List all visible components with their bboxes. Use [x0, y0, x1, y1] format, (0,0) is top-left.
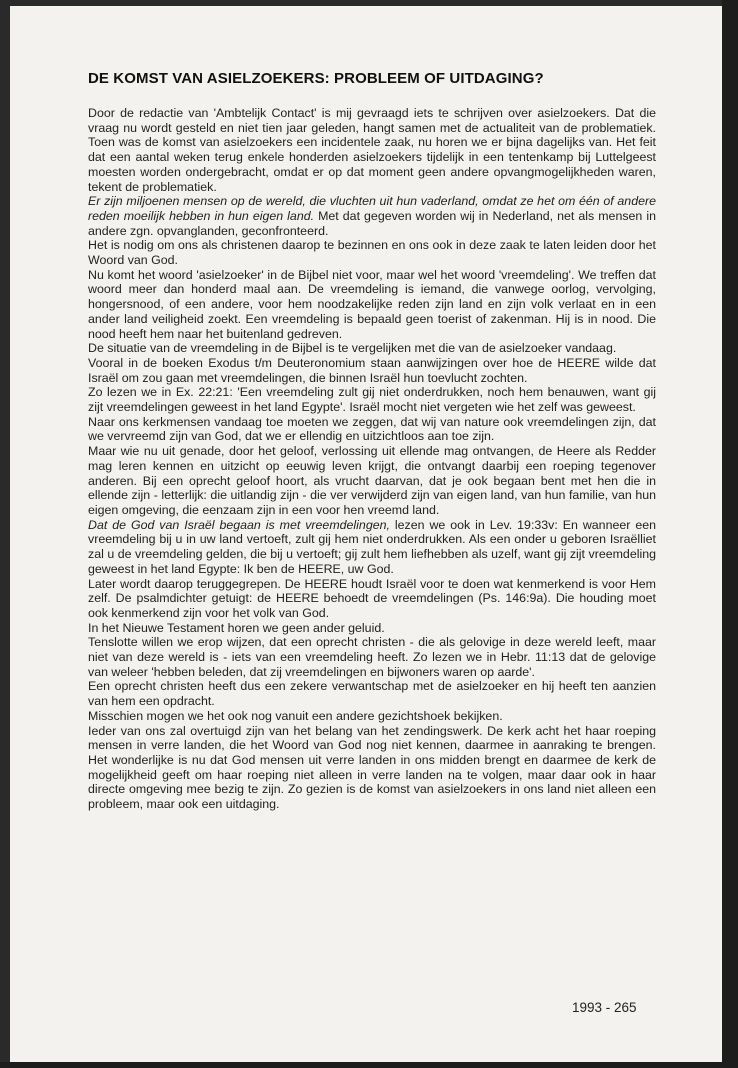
scan-border-bottom [0, 1062, 738, 1068]
paragraph-leviticus-regular: lezen we ook in Lev. 19:33v: En wanneer een vreemdeling bij u in uw land vertoeft, zult gij hem niet onderdrukken. Als een onder u geboren Israëlliet zal u de vreemdeling gelden, die bij u vertoeft; gij zult hem liefhebben als uzelf, want gij zijt vreemdeling geweest in het land Egypte: Ik ben de HEERE, uw God. [88, 517, 656, 576]
paragraph-leviticus [88, 518, 656, 577]
page-number: 1993 - 265 [572, 1000, 637, 1015]
paragraph-ex-22: Zo lezen we in Ex. 22:21: 'Een vreemdeling zult gij niet onderdrukken, noch hem benauwen, want gij zijt vreemdelingen geweest in het land Egypte'. Israël mocht niet vergeten wie het zelf was geweest. [88, 385, 656, 415]
paragraph-other-angle: Misschien mogen we het ook nog vanuit een andere gezichtshoek bekijken. [88, 708, 503, 723]
paragraph-refugees-italic: Er zijn miljoenen mensen op de wereld, die vluchten uit hun vaderland, omdat ze het om één of andere reden moeilijk hebben in hun eigen land. [88, 194, 656, 223]
paragraph-mission: Ieder van ons zal overtuigd zijn van het belang van het zendingswerk. De kerk acht het haar roeping mensen in verre landen, die het Woord van God nog niet kennen, daarmee in aanraking te brengen. Het wonderlijke is nu dat God mensen uit verre landen in ons midden brengt en daarmee de kerk de mogelijkheid geeft om haar roeping niet alleen in verre landen na te volgen, maar daar ook in haar directe omgeving mee bezig te zijn. Zo gezien is de komst van asielzoekers in ons land niet alleen een probleem, maar ook een uitdaging. [88, 723, 656, 812]
scanned-page [10, 6, 722, 1062]
paragraph-intro: Door de redactie van 'Ambtelijk Contact' is mij gevraagd iets te schrijven over asielzoekers. Dat die vraag nu wordt gesteld en niet tien jaar geleden, hangt samen met de actualiteit van de problematiek. Toen was de komst van asielzoekers een incidentele zaak, nu horen we er bijna dagelijks van. Het feit dat een aantal weken terug enkele honderden asielzoekers tijdelijk in een tentenkamp bij Luttelgeest moesten worden ondergebracht, omdat er op dat moment geen andere opvangmogelijkheden waren, tekent de problematiek. [88, 106, 656, 194]
paragraph-new-testament: In het Nieuwe Testament horen we geen ander geluid. [88, 620, 385, 635]
paragraph-refugees-regular: Met dat gegeven worden wij in Nederland, net als mensen in andere zgn. opvanglanden, geconfronteerd. [88, 208, 656, 238]
paragraph-kinship: Een oprecht christen heeft dus een zekere verwantschap met de asielzoeker en hij heeft ten aanzien van hem een opdracht. [88, 679, 656, 709]
paragraph-psalm: Later wordt daarop teruggegrepen. De HEERE houdt Israël voor te doen wat kenmerkend is voor Hem zelf. De psalmdichter getuigt: de HEERE behoedt de vreemdelingen (Ps. 146:9a). Die houding moet ook kenmerkend zijn voor het volk van God. [88, 576, 656, 620]
scan-border-right [722, 0, 738, 1068]
paragraph-grace: Maar wie nu uit genade, door het geloof, verlossing uit ellende mag ontvangen, de Heere als Redder mag leren kennen en uitzicht op eeuwig leven krijgt, die ontvangt daarbij een roeping tegenover anderen. Bij een oprecht geloof hoort, als vrucht daarvan, dat je ook begaan bent met hen die in ellende zijn - letterlijk: die uitlandig zijn - die ver verwijderd zijn van eigen land, van hun familie, van hun eigen omgeving, die eenzaam zijn in een voor hen vreemd land. [88, 444, 656, 517]
paragraph-churchgoers: Naar ons kerkmensen vandaag toe moeten we zeggen, dat wij van nature ook vreemdelingen zijn, dat we vervreemd zijn van God, dat we er ellendig en uitzichtloos aan toe zijn. [88, 414, 656, 444]
paragraph-word-stranger: Nu komt het woord 'asielzoeker' in de Bijbel niet voor, maar wel het woord 'vreemdeling'. We treffen dat woord meer dan honderd maal aan. De vreemdeling is iemand, die vanwege oorlog, vervolging, hongersnood, of een andere, voor hem noodzakelijke reden zijn land en zijn volk verlaat en in een ander land veiligheid zoekt. Een vreemdeling is bepaald geen toerist of zakenman. Hij is in nood. Die nood heeft hem naar het buitenland gedreven. [88, 267, 656, 341]
paragraph-refugees [88, 194, 656, 238]
paragraph-hebrews: Tenslotte willen we erop wijzen, dat een oprecht christen - die als gelovige in deze wereld leeft, maar niet van deze wereld is - iets van een vreemdeling heeft. Zo lezen we in Hebr. 11:13 dat de gelovige van weleer 'hebben beleden, dat zij vreemdelingen en bijwoners waren op aarde'. [88, 635, 656, 679]
paragraph-reflect: Het is nodig om ons als christenen daarop te bezinnen en ons ook in deze zaak te laten leiden door het Woord van God. [88, 238, 656, 268]
article-title: DE KOMST VAN ASIELZOEKERS: PROBLEEM OF UITDAGING? [88, 70, 544, 87]
paragraph-exodus: Vooral in de boeken Exodus t/m Deuteronomium staan aanwijzingen over hoe de HEERE wilde dat Israël om zou gaan met vreemdelingen, die binnen Israël hun toevlucht zochten. [88, 355, 656, 385]
paragraph-leviticus-italic: Dat de God van Israël begaan is met vreemdelingen, [88, 517, 390, 532]
paragraph-comparison: De situatie van de vreemdeling in de Bijbel is te vergelijken met die van de asielzoeker vandaag. [88, 341, 617, 356]
article [88, 70, 656, 812]
